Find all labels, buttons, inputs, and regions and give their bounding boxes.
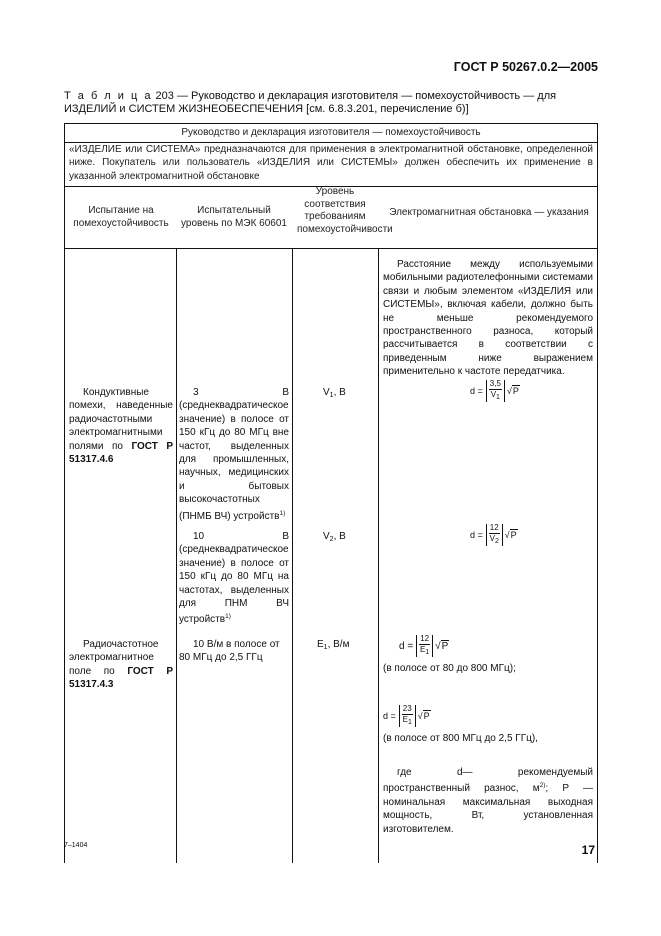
row3-formula1: d = 12 $E_1$ √P [399, 634, 449, 656]
column-header-environment: Электромагнитная обстановка — указания [389, 207, 589, 218]
row3-compliance: $E_1$, В/м [317, 639, 350, 651]
page-number: 17 [581, 843, 595, 857]
standard-number: ГОСТ Р 50267.0.2—2005 [453, 60, 598, 74]
row1-formula: d = 3,5 $V_1$ √P [470, 379, 519, 401]
row3-level: 10 В/м в полосе от 80 МГц до 2,5 ГГц [179, 639, 280, 664]
print-code: 7–1404 [64, 842, 88, 849]
column-header-level: Испытательный уровень по МЭК 60601 [181, 205, 287, 230]
row3-legend: где d— рекомендуемый пространственный разнос, $м^{2)}$; P — номинальная максимальная выходная мощность, Вт, установленная изготовителем. [383, 767, 593, 835]
table-caption: Т а б л и ц а 203 — Руководство и декларация изготовителя — помехоустойчивость — для ИЗДЕЛИЙ и СИСТЕМ ЖИЗНЕОБЕСПЕЧЕНИЯ [см. 6.8.3.201, перечисление б)] [64, 90, 557, 115]
table-title: Руководство и декларация изготовителя — помехоустойчивость [181, 127, 481, 138]
row2-formula: d = 12 $V_2$ √P [470, 523, 517, 545]
row3-test: Радиочастотное электромагнитное поле по ГОСТ Р 51317.4.3 [69, 639, 173, 691]
immunity-table [64, 123, 598, 863]
column-header-test: Испытание на помехоустойчивость [73, 205, 169, 230]
row1-level: 3 В (среднеквадратическое значение) в полосе от 150 кГц до 80 МГц вне частот, выделенных для промышленных, научных, медицинских и бытовых высокочастотных (ПНМБ ВЧ) устройств$^{1)}$ [179, 387, 289, 522]
row1-compliance: $V_1$, В [323, 387, 346, 399]
row3-formula1-note: (в полосе от 80 до 800 МГц); [383, 663, 516, 674]
column-header-compliance: Уровень соответствия требованиям помехоустойчивости [297, 186, 393, 235]
table-intro: «ИЗДЕЛИЕ или СИСТЕМА» предназначаются для применения в электромагнитной обстановке, определенной ниже. Покупатель или пользователь «ИЗДЕЛИЯ или СИСТЕМЫ» должен обеспечить их применение в указанной электромагнитной обстановке [69, 144, 593, 182]
row1-test: Кондуктивные помехи, наведенные радиочастотными электромагнитными полями по ГОСТ Р 51317.4.6 [69, 387, 173, 466]
row2-level: 10 В (среднеквадратическое значение) в полосе от 150 кГц до 80 МГц на частотах, выделенных для ПНМ ВЧ устройств$^{1)}$ [179, 531, 289, 626]
row2-compliance: $V_2$, В [323, 531, 346, 543]
row3-formula2: d = 23 $E_1$ √P [383, 704, 430, 726]
row3-formula2-note: (в полосе от 800 МГц до 2,5 ГГц), [383, 733, 538, 744]
general-note: Расстояние между используемыми мобильными радиотелефонными системами связи и любым элементом «ИЗДЕЛИЯ или СИСТЕМЫ», включая кабели, должно быть не меньше рекомендуемого пространственного разноса, который рассчитывается в соответствии с приведенным ниже выражением применительно к частоте передатчика. [383, 259, 593, 378]
